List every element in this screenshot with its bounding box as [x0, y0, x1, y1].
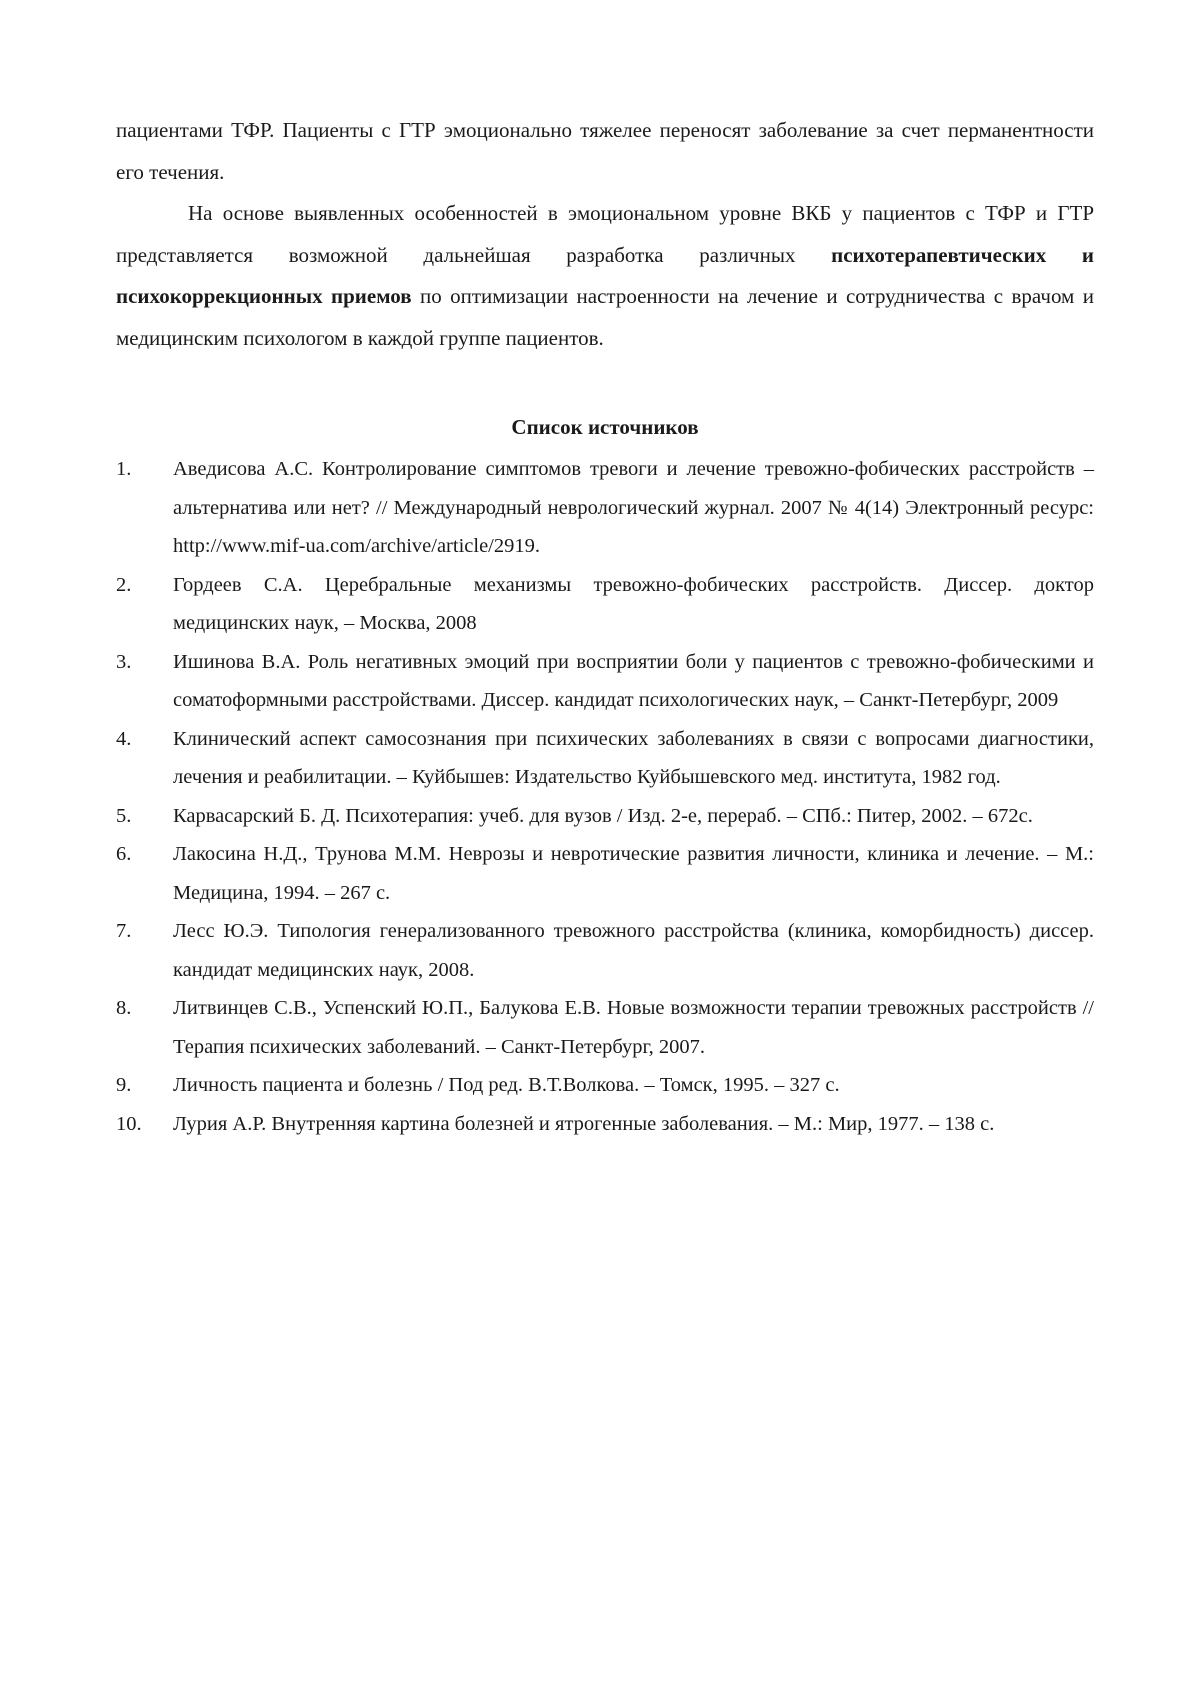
reference-item — [116, 720, 1094, 797]
reference-number: 1. — [116, 450, 131, 489]
reference-number: 7. — [116, 912, 131, 951]
reference-item — [116, 566, 1094, 643]
reference-number: 5. — [116, 797, 131, 836]
reference-number: 2. — [116, 566, 131, 605]
reference-text: Личность пациента и болезнь / Под ред. В.Т.Волкова. – Томск, 1995. – 327 с. — [173, 1074, 840, 1096]
reference-text: Гордеев С.А. Церебральные механизмы тревожно-фобических расстройств. Диссер. доктор медицинских наук, – Москва, 2008 — [173, 574, 1094, 635]
reference-item — [116, 835, 1094, 912]
reference-text: Карвасарский Б. Д. Психотерапия: учеб. для вузов / Изд. 2-е, перераб. – СПб.: Питер, 2002. – 672с. — [173, 805, 1033, 827]
intro-paragraph-2 — [116, 193, 1094, 359]
reference-text: Клинический аспект самосознания при психических заболеваниях в связи с вопросами диагностики, лечения и реабилитации. – Куйбышев: Издательство Куйбышевского мед. института, 1982 год. — [173, 728, 1094, 789]
reference-number: 9. — [116, 1066, 131, 1105]
reference-text: Лакосина Н.Д., Трунова М.М. Неврозы и невротические развития личности, клиника и лечение. – М.: Медицина, 1994. – 267 с. — [173, 843, 1094, 904]
reference-item — [116, 989, 1094, 1066]
reference-item — [116, 450, 1094, 566]
intro-paragraph-2-start: На основе выявленных особенностей в эмоциональном уровне ВКБ у пациентов с ТФР и ГТР представляется возможной дальнейшая разработка различных — [116, 201, 1094, 267]
document-page — [116, 110, 1094, 1143]
reference-number: 4. — [116, 720, 131, 759]
reference-text: Лурия А.Р. Внутренняя картина болезней и ятрогенные заболевания. – М.: Мир, 1977. – 138 с. — [173, 1113, 994, 1135]
reference-item — [116, 797, 1094, 836]
intro-paragraph-1: пациентами ТФР. Пациенты с ГТР эмоционально тяжелее переносят заболевание за счет перманентности его течения. — [116, 110, 1094, 193]
reference-item — [116, 643, 1094, 720]
reference-number: 3. — [116, 643, 131, 682]
reference-number: 6. — [116, 835, 131, 874]
reference-item — [116, 1066, 1094, 1105]
reference-text: Аведисова А.С. Контролирование симптомов тревоги и лечение тревожно-фобических расстройств – альтернатива или нет? // Международный неврологический журнал. 2007 № 4(14) Электронный ресурс: http://www.mif-ua.com/archive/article/2919. — [173, 458, 1094, 557]
reference-number: 8. — [116, 989, 131, 1028]
reference-text: Ишинова В.А. Роль негативных эмоций при восприятии боли у пациентов с тревожно-фобическими и соматоформными расстройствами. Диссер. кандидат психологических наук, – Санкт-Петербург, 2009 — [173, 651, 1094, 712]
reference-text: Литвинцев С.В., Успенский Ю.П., Балукова Е.В. Новые возможности терапии тревожных расстройств // Терапия психических заболеваний. – Санкт-Петербург, 2007. — [173, 997, 1094, 1058]
reference-item — [116, 1105, 1094, 1144]
reference-number: 10. — [116, 1105, 142, 1144]
intro-paragraph-2-bold: психотерапевтических и психокоррекционных приемов — [116, 243, 1094, 309]
references-title: Список источников — [116, 410, 1094, 444]
references-list — [116, 450, 1094, 1143]
reference-item — [116, 912, 1094, 989]
reference-text: Лесс Ю.Э. Типология генерализованного тревожного расстройства (клиника, коморбидность) диссер. кандидат медицинских наук, 2008. — [173, 920, 1094, 981]
intro-paragraph-2-end: по оптимизации настроенности на лечение и сотрудничества с врачом и медицинским психологом в каждой группе пациентов. — [116, 284, 1094, 350]
